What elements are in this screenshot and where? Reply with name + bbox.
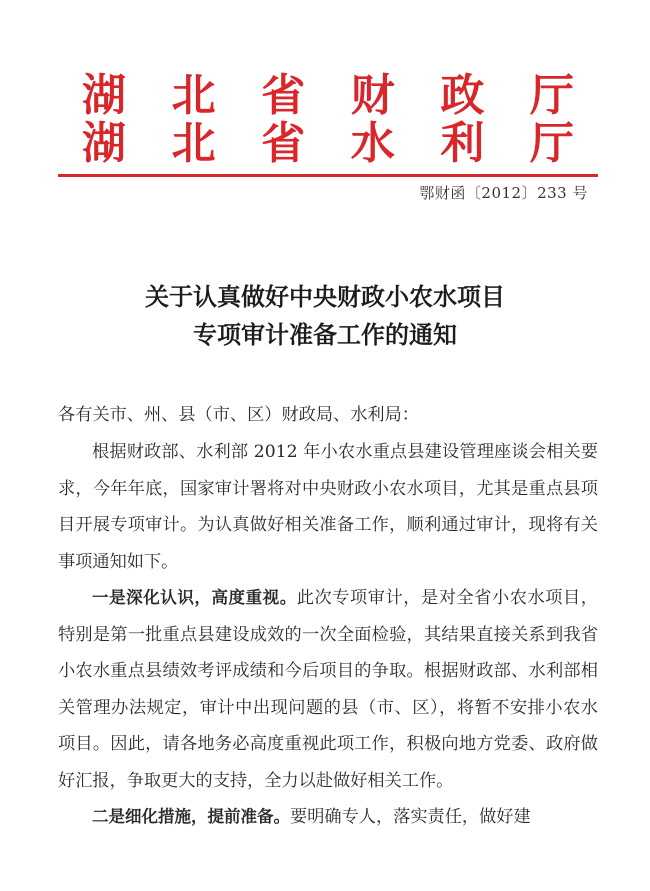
issuer-water-resources-department: [78, 118, 578, 170]
issuer-char: 厅: [529, 118, 574, 169]
body-content: [58, 434, 598, 836]
issuer-char: 政: [440, 70, 485, 121]
document-title-line1: 关于认真做好中央财政小农水项目: [145, 282, 505, 311]
paragraph-1: 根据财政部、水利部 2012 年小农水重点县建设管理座谈会相关要求，今年年底，国家审计署将对中央财政小农水项目，尤其是重点县项目开展专项审计。为认真做好相关准备工作，顺利通过审计，现将有关事项通知如下。: [58, 442, 598, 572]
paragraph-3-heading: 二是细化措施，提前准备。: [92, 807, 290, 826]
issuer-char: 北: [171, 118, 216, 169]
paragraph-2: [58, 580, 598, 799]
issuer-char: 湖: [82, 118, 126, 169]
header-red-rule: [58, 174, 598, 177]
document-number: 鄂财函〔2012〕233 号: [419, 184, 588, 202]
issuer-char: 财: [350, 70, 395, 121]
issuer-char: 省: [261, 70, 306, 121]
issuer-char: 省: [261, 118, 306, 169]
salutation-text: 各有关市、州、县（市、区）财政局、水利局：: [58, 405, 419, 425]
document-title-line2: 专项审计准备工作的通知: [193, 320, 457, 349]
issuer-char: 北: [171, 70, 216, 121]
issuer-char: 厅: [529, 70, 574, 121]
issuer-char: 水: [350, 118, 395, 169]
issuer-char: 利: [440, 118, 485, 169]
salutation: [58, 397, 598, 434]
issuer-finance-department: [78, 70, 578, 122]
issuer-char: 湖: [82, 70, 126, 121]
paragraph-3-text: 要明确专人，落实责任，做好建: [290, 807, 531, 827]
paragraph-2-text: 此次专项审计，是对全省小农水项目，特别是第一批重点县建设成效的一次全面检验，其结果直接关系到我省小农水重点县绩效考评成绩和今后项目的争取。根据财政部、水利部相关管理办法规定，审计中出现问题的县（市、区），将暂不安排小农水项目。因此，请各地务必高度重视此项工作，积极向地方党委、政府做好汇报，争取更大的支持，全力以赴做好相关工作。: [58, 588, 598, 791]
paragraph-3: [58, 799, 598, 836]
paragraph-2-heading: 一是深化认识，高度重视。: [92, 588, 297, 607]
